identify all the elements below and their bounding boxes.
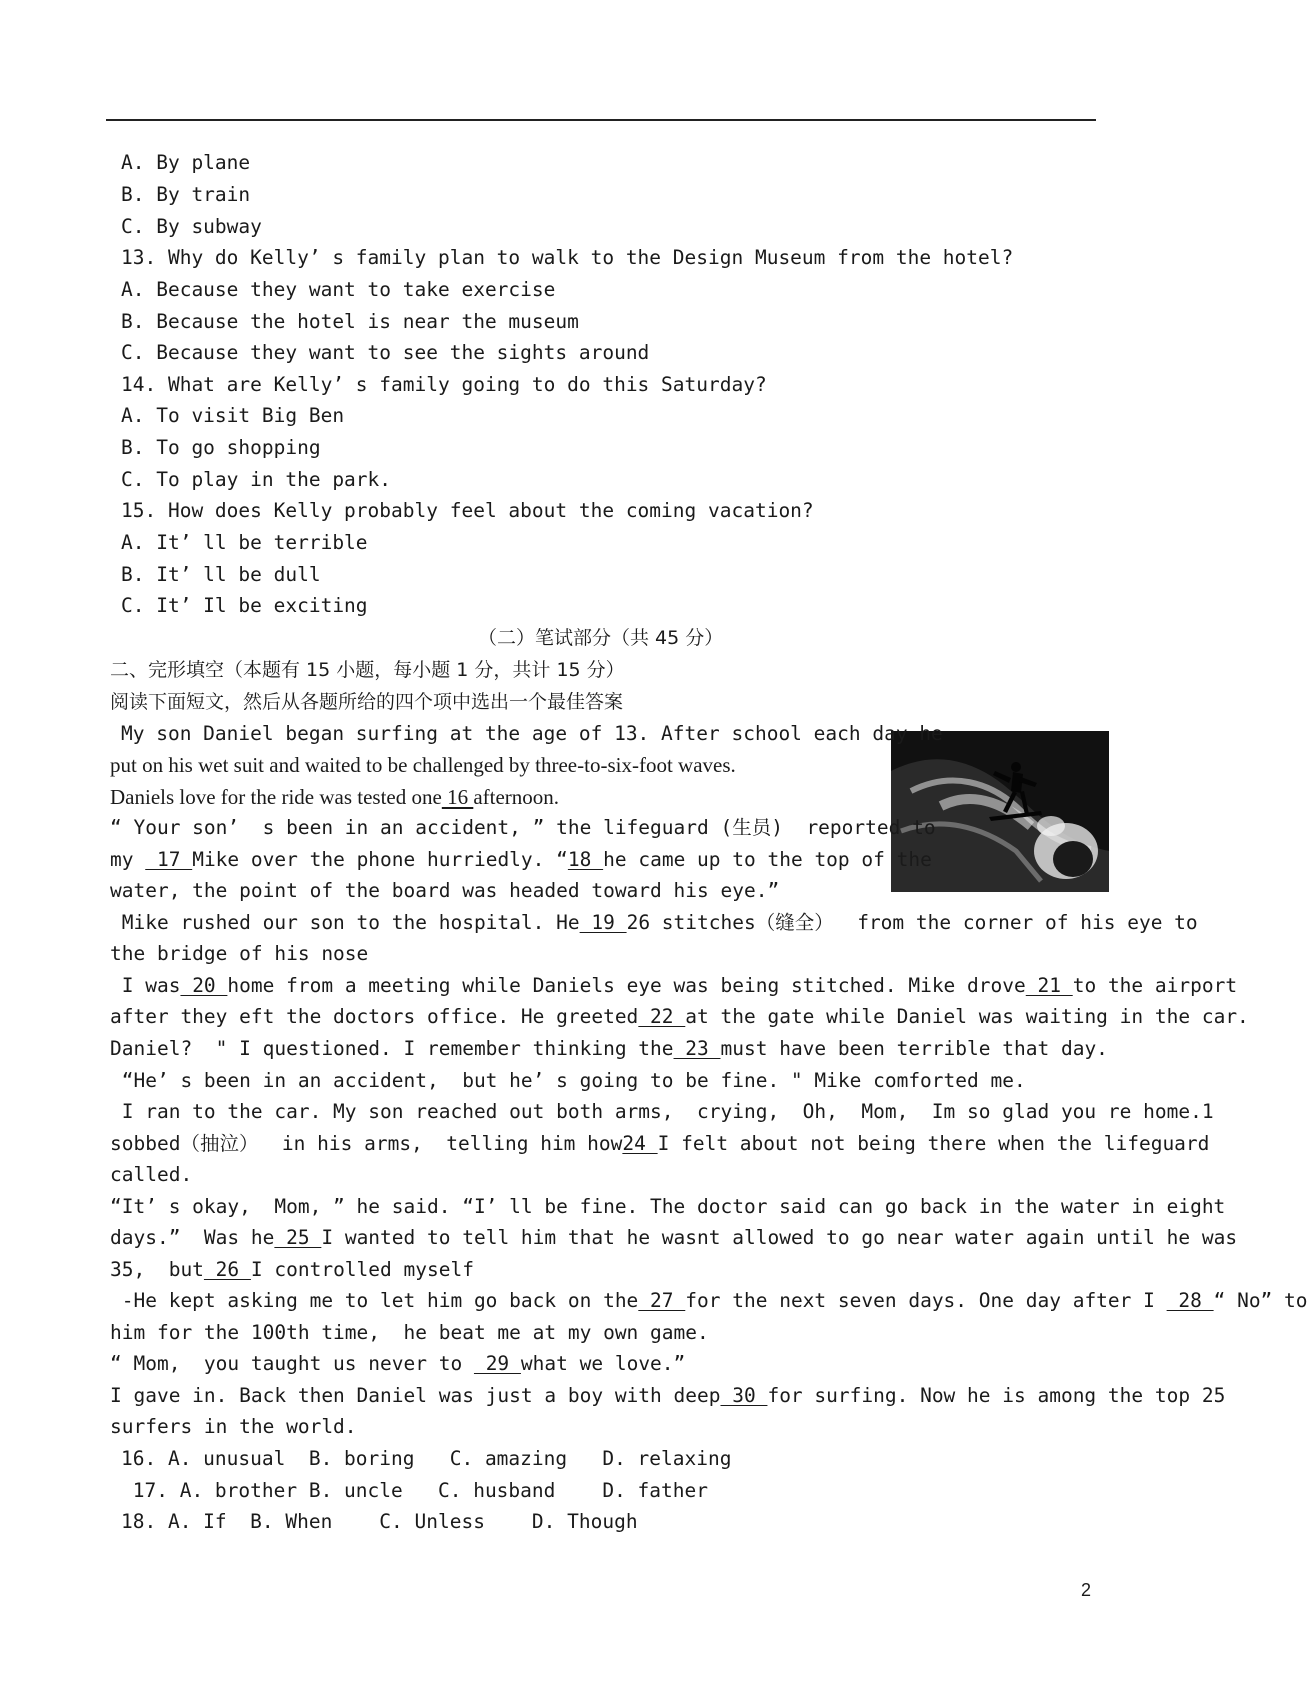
passage-line-17: days.” Was he 25 I wanted to tell him that he wasnt allowed to go near water again until he was xyxy=(110,1226,1238,1249)
passage-line-4: “ Your son’ s been in an accident, ” the lifeguard (生员) reported to xyxy=(110,816,936,839)
blank-20: 20 xyxy=(180,974,228,997)
option-12c: C. By subway xyxy=(121,215,262,238)
option-13c: C. Because they want to see the sights around xyxy=(121,341,650,364)
section-title: （二）笔试部分（共 45 分） xyxy=(478,627,724,649)
answer-16: 16. A. unusual B. boring C. amazing D. relaxing xyxy=(121,1447,732,1470)
passage-line-22: I gave in. Back then Daniel was just a boy with deep 30 for surfing. Now he is among the top 25 xyxy=(110,1384,1226,1407)
passage-line-1: My son Daniel began surfing at the age of 13. After school each day he xyxy=(121,722,943,745)
blank-25: 25 xyxy=(274,1226,322,1249)
answer-18: 18. A. If B. When C. Unless D. Though xyxy=(121,1510,638,1533)
passage-line-19: -He kept asking me to let him go back on the 27 for the next seven days. One day after I 28 “ No” to xyxy=(110,1289,1308,1312)
passage-line-7: Mike rushed our son to the hospital. He 19 26 stitches（缝全） from the corner of his eye to xyxy=(110,911,1198,934)
blank-18: 18 xyxy=(567,848,604,871)
page-number: 2 xyxy=(1081,1580,1092,1600)
blank-16: 16 xyxy=(441,785,474,809)
passage-line-14: sobbed（抽泣） in his arms, telling him how24 I felt about not being there when the lifeguard xyxy=(110,1132,1210,1155)
option-15a: A. It’ ll be terrible xyxy=(121,531,368,554)
blank-30: 30 xyxy=(720,1384,768,1407)
blank-29: 29 xyxy=(473,1352,521,1375)
option-13a: A. Because they want to take exercise xyxy=(121,278,556,301)
blank-17: 17 xyxy=(145,848,193,871)
option-14b: B. To go shopping xyxy=(121,436,321,459)
header-rule xyxy=(106,119,1096,121)
blank-21: 21 xyxy=(1025,974,1073,997)
passage-line-21: “ Mom, you taught us never to 29 what we love.” xyxy=(110,1352,686,1375)
passage-line-5: my 17 Mike over the phone hurriedly. “18 he came up to the top of the xyxy=(110,848,932,871)
option-12a: A. By plane xyxy=(121,151,251,174)
blank-26: 26 xyxy=(203,1258,251,1281)
passage-line-8: the bridge of his nose xyxy=(110,942,369,965)
passage-line-3: Daniels love for the ride was tested one 16 afternoon. xyxy=(110,785,560,809)
passage-line-9: I was 20 home from a meeting while Daniels eye was being stitched. Mike drove 21 to the airport xyxy=(110,974,1238,997)
passage-line-16: “It’ s okay, Mom, ” he said. “I’ ll be fine. The doctor said can go back in the water in eight xyxy=(110,1195,1226,1218)
option-14a: A. To visit Big Ben xyxy=(121,404,345,427)
blank-27: 27 xyxy=(638,1289,686,1312)
passage-line-6: water, the point of the board was headed toward his eye.” xyxy=(110,879,780,902)
option-12b: B. By train xyxy=(121,183,251,206)
passage-line-2: put on his wet suit and waited to be challenged by three-to-six-foot waves. xyxy=(110,753,736,777)
cloze-heading: 二、完形填空（本题有 15 小题，每小题 1 分，共计 15 分） xyxy=(110,659,625,681)
cloze-instruction: 阅读下面短文，然后从各题所给的四个项中选出一个最佳答案 xyxy=(110,691,624,713)
blank-24: 24 xyxy=(622,1132,658,1155)
option-15b: B. It’ ll be dull xyxy=(121,563,321,586)
option-13b: B. Because the hotel is near the museum xyxy=(121,310,579,333)
question-15: 15. How does Kelly probably feel about the coming vacation? xyxy=(121,499,814,522)
question-14: 14. What are Kelly’ s family going to do this Saturday? xyxy=(121,373,767,396)
passage-line-11: Daniel? " I questioned. I remember thinking the 23 must have been terrible that day. xyxy=(110,1037,1108,1060)
answer-17: 17. A. brother B. uncle C. husband D. father xyxy=(121,1479,708,1502)
blank-28: 28 xyxy=(1166,1289,1214,1312)
passage-line-20: him for the 100th time, he beat me at my own game. xyxy=(110,1321,709,1344)
blank-23: 23 xyxy=(673,1037,721,1060)
question-13: 13. Why do Kelly’ s family plan to walk to the Design Museum from the hotel? xyxy=(121,246,1014,269)
option-14c: C. To play in the park. xyxy=(121,468,392,491)
blank-19: 19 xyxy=(579,911,627,934)
option-15c: C. It’ Il be exciting xyxy=(121,594,368,617)
passage-line-23: surfers in the world. xyxy=(110,1415,357,1438)
passage-line-18: 35, but 26 I controlled myself xyxy=(110,1258,474,1281)
passage-line-10: after they eft the doctors office. He greeted 22 at the gate while Daniel was waiting in the car. xyxy=(110,1005,1249,1028)
passage-line-13: I ran to the car. My son reached out both arms, crying, Oh, Mom, Im so glad you re home.1 xyxy=(110,1100,1214,1123)
passage-line-12: “He’ s been in an accident, but he’ s going to be fine. " Mike comforted me. xyxy=(110,1069,1026,1092)
passage-line-15: called. xyxy=(110,1163,193,1186)
blank-22: 22 xyxy=(638,1005,686,1028)
